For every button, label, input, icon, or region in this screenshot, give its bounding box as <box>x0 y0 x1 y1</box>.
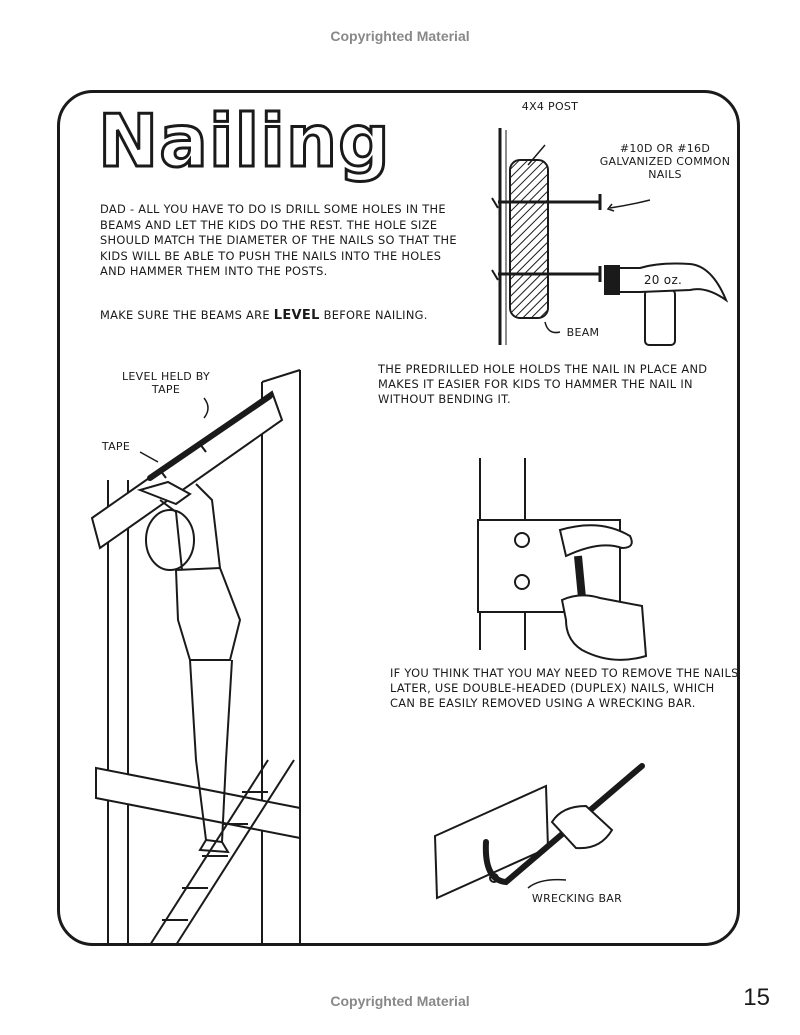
nails-label: #10D OR #16D GALVANIZED COMMON NAILS <box>599 142 731 181</box>
page-title: Nailing <box>98 99 391 183</box>
predrilled-note: THE PREDRILLED HOLE HOLDS THE NAIL IN PLACE AND MAKES IT EASIER FOR KIDS TO HAMMER THE NAIL IN WITHOUT BENDING IT. <box>378 362 708 406</box>
hand-hammer-detail <box>478 458 646 660</box>
beam-cross-section <box>510 160 548 318</box>
copyright-banner-top: Copyrighted Material <box>330 28 470 44</box>
level-note <box>100 308 460 323</box>
copyright-banner-bottom: Copyrighted Material <box>330 993 470 1009</box>
beam-label: BEAM <box>566 326 600 339</box>
level-note-after: BEFORE NAILING. <box>319 308 428 322</box>
page-number: 15 <box>743 984 770 1011</box>
hammer-weight-label: 20 oz. <box>643 273 683 287</box>
remove-nails-note: IF YOU THINK THAT YOU MAY NEED TO REMOVE THE NAILS LATER, USE DOUBLE-HEADED (DUPLEX) NAILS, WHICH CAN BE EASILY REMOVED USING A WRECKING BAR. <box>390 666 739 710</box>
level-note-before: MAKE SURE THE BEAMS ARE <box>100 308 274 322</box>
level-word: LEVEL <box>273 308 320 323</box>
wrecking-bar-detail <box>435 766 642 898</box>
post-label: 4X4 POST <box>521 100 579 113</box>
intro-paragraph: DAD - ALL YOU HAVE TO DO IS DRILL SOME HOLES IN THE BEAMS AND LET THE KIDS DO THE REST. THE HOLE SIZE SHOULD MATCH THE DIAMETER OF THE NAILS SO THAT THE KIDS WILL BE ABLE TO PUSH THE NAILS INTO THE HOLES AND HAMMER THEM INTO THE POSTS. <box>100 202 457 278</box>
wrecking-bar-label: WRECKING BAR <box>531 892 623 905</box>
child-nailing-scene <box>92 370 300 945</box>
tape-label: TAPE <box>101 440 131 453</box>
level-label: LEVEL HELD BY TAPE <box>121 370 211 396</box>
intro-text <box>100 202 460 280</box>
